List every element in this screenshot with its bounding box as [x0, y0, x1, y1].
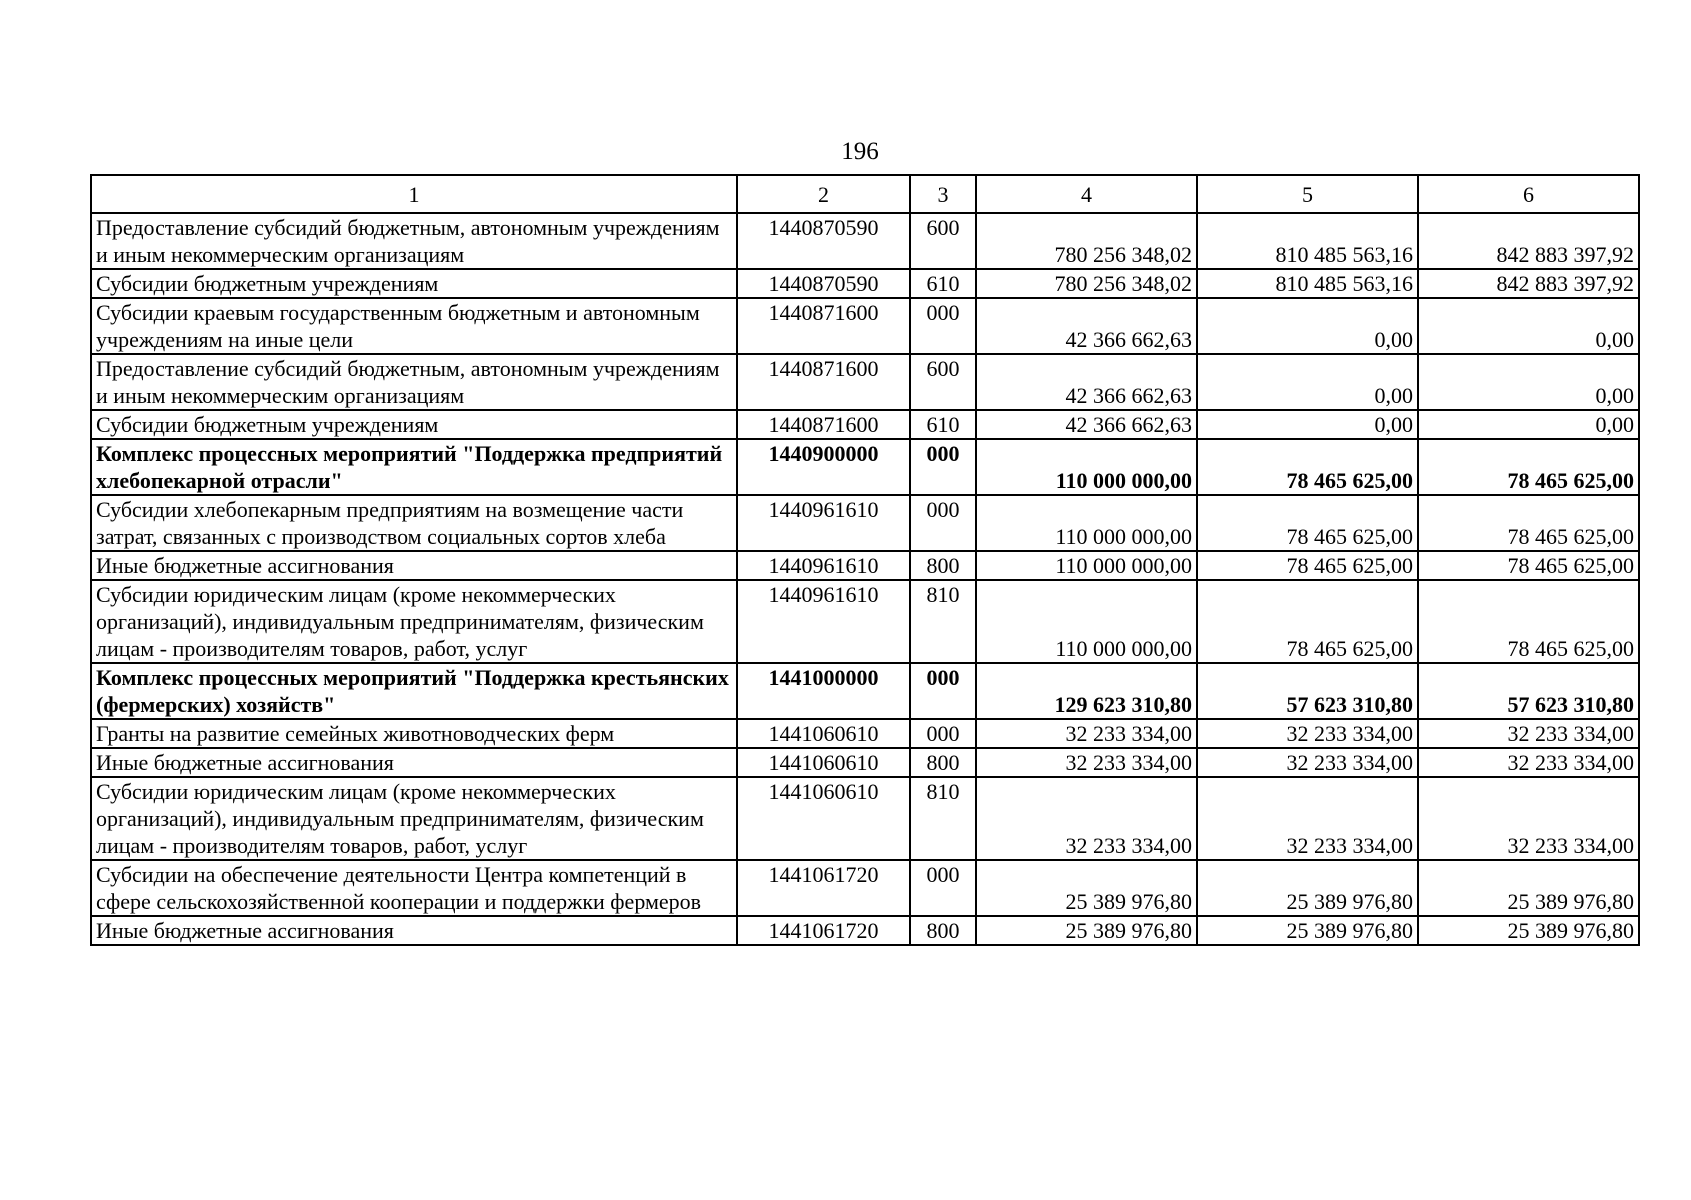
row-name-cell: Иные бюджетные ассигнования [91, 748, 737, 777]
row-amount-col4-cell: 42 366 662,63 [976, 410, 1197, 439]
row-code-cell: 1440871600 [737, 354, 910, 410]
row-name-cell: Субсидии на обеспечение деятельности Центра компетенций в сфере сельскохозяйственной кооперации и поддержки фермеров [91, 860, 737, 916]
column-header: 5 [1197, 175, 1418, 213]
row-amount-col6-cell: 0,00 [1418, 354, 1639, 410]
row-expense-type-cell: 600 [910, 354, 976, 410]
row-amount-col6-cell: 25 389 976,80 [1418, 916, 1639, 945]
table-row [91, 916, 1639, 945]
row-name-cell: Субсидии юридическим лицам (кроме некоммерческих организаций), индивидуальным предпринимателям, физическим лицам - производителям товаров, работ, услуг [91, 580, 737, 663]
row-amount-col4-cell: 110 000 000,00 [976, 580, 1197, 663]
row-code-cell: 1440900000 [737, 439, 910, 495]
row-amount-col5-cell: 0,00 [1197, 410, 1418, 439]
table-row [91, 860, 1639, 916]
row-code-cell: 1440871600 [737, 298, 910, 354]
row-amount-col6-cell: 842 883 397,92 [1418, 213, 1639, 269]
row-name-cell: Иные бюджетные ассигнования [91, 916, 737, 945]
row-amount-col4-cell: 32 233 334,00 [976, 748, 1197, 777]
row-name-cell: Предоставление субсидий бюджетным, автономным учреждениям и иным некоммерческим организациям [91, 213, 737, 269]
row-expense-type-cell: 810 [910, 777, 976, 860]
column-header: 4 [976, 175, 1197, 213]
row-expense-type-cell: 610 [910, 269, 976, 298]
table-row [91, 410, 1639, 439]
table-row [91, 269, 1639, 298]
row-amount-col6-cell: 78 465 625,00 [1418, 495, 1639, 551]
row-amount-col5-cell: 32 233 334,00 [1197, 748, 1418, 777]
row-amount-col4-cell: 32 233 334,00 [976, 777, 1197, 860]
row-name-cell: Комплекс процессных мероприятий "Поддержка крестьянских (фермерских) хозяйств" [91, 663, 737, 719]
row-code-cell: 1441060610 [737, 748, 910, 777]
row-code-cell: 1440961610 [737, 580, 910, 663]
column-header: 2 [737, 175, 910, 213]
row-amount-col6-cell: 0,00 [1418, 298, 1639, 354]
row-amount-col4-cell: 42 366 662,63 [976, 298, 1197, 354]
row-code-cell: 1441000000 [737, 663, 910, 719]
row-expense-type-cell: 610 [910, 410, 976, 439]
row-code-cell: 1441060610 [737, 719, 910, 748]
row-amount-col4-cell: 129 623 310,80 [976, 663, 1197, 719]
table-row [91, 439, 1639, 495]
row-name-cell: Субсидии хлебопекарным предприятиям на возмещение части затрат, связанных с производством социальных сортов хлеба [91, 495, 737, 551]
row-amount-col4-cell: 42 366 662,63 [976, 354, 1197, 410]
table-row [91, 719, 1639, 748]
row-name-cell: Иные бюджетные ассигнования [91, 551, 737, 580]
table-row [91, 777, 1639, 860]
row-amount-col4-cell: 32 233 334,00 [976, 719, 1197, 748]
budget-table [90, 174, 1640, 946]
row-amount-col5-cell: 78 465 625,00 [1197, 495, 1418, 551]
row-expense-type-cell: 000 [910, 719, 976, 748]
row-expense-type-cell: 600 [910, 213, 976, 269]
table-row [91, 551, 1639, 580]
row-amount-col6-cell: 32 233 334,00 [1418, 748, 1639, 777]
row-amount-col6-cell: 32 233 334,00 [1418, 777, 1639, 860]
table-row [91, 495, 1639, 551]
row-code-cell: 1441061720 [737, 860, 910, 916]
row-amount-col5-cell: 78 465 625,00 [1197, 439, 1418, 495]
row-amount-col5-cell: 810 485 563,16 [1197, 269, 1418, 298]
row-amount-col6-cell: 32 233 334,00 [1418, 719, 1639, 748]
row-code-cell: 1440870590 [737, 269, 910, 298]
row-amount-col6-cell: 78 465 625,00 [1418, 439, 1639, 495]
row-name-cell: Гранты на развитие семейных животноводческих ферм [91, 719, 737, 748]
page-number: 196 [841, 138, 879, 165]
row-code-cell: 1440961610 [737, 495, 910, 551]
row-amount-col6-cell: 25 389 976,80 [1418, 860, 1639, 916]
row-name-cell: Комплекс процессных мероприятий "Поддержка предприятий хлебопекарной отрасли" [91, 439, 737, 495]
row-code-cell: 1440871600 [737, 410, 910, 439]
row-amount-col4-cell: 110 000 000,00 [976, 439, 1197, 495]
row-expense-type-cell: 000 [910, 298, 976, 354]
row-expense-type-cell: 000 [910, 663, 976, 719]
table-row [91, 354, 1639, 410]
row-code-cell: 1441060610 [737, 777, 910, 860]
row-expense-type-cell: 800 [910, 551, 976, 580]
row-code-cell: 1440961610 [737, 551, 910, 580]
row-name-cell: Субсидии юридическим лицам (кроме некоммерческих организаций), индивидуальным предпринимателям, физическим лицам - производителям товаров, работ, услуг [91, 777, 737, 860]
row-amount-col4-cell: 780 256 348,02 [976, 269, 1197, 298]
row-amount-col5-cell: 810 485 563,16 [1197, 213, 1418, 269]
row-amount-col6-cell: 0,00 [1418, 410, 1639, 439]
row-amount-col4-cell: 780 256 348,02 [976, 213, 1197, 269]
table-row [91, 213, 1639, 269]
row-code-cell: 1440870590 [737, 213, 910, 269]
row-amount-col6-cell: 78 465 625,00 [1418, 551, 1639, 580]
row-amount-col6-cell: 78 465 625,00 [1418, 580, 1639, 663]
row-name-cell: Предоставление субсидий бюджетным, автономным учреждениям и иным некоммерческим организациям [91, 354, 737, 410]
row-amount-col6-cell: 57 623 310,80 [1418, 663, 1639, 719]
row-amount-col4-cell: 25 389 976,80 [976, 916, 1197, 945]
row-name-cell: Субсидии бюджетным учреждениям [91, 269, 737, 298]
column-header: 1 [91, 175, 737, 213]
row-amount-col5-cell: 25 389 976,80 [1197, 860, 1418, 916]
row-amount-col5-cell: 0,00 [1197, 298, 1418, 354]
row-amount-col5-cell: 0,00 [1197, 354, 1418, 410]
table-row [91, 298, 1639, 354]
row-expense-type-cell: 000 [910, 860, 976, 916]
row-expense-type-cell: 000 [910, 495, 976, 551]
row-amount-col4-cell: 110 000 000,00 [976, 551, 1197, 580]
row-expense-type-cell: 810 [910, 580, 976, 663]
row-amount-col5-cell: 32 233 334,00 [1197, 777, 1418, 860]
table-row [91, 663, 1639, 719]
row-amount-col5-cell: 57 623 310,80 [1197, 663, 1418, 719]
column-header: 6 [1418, 175, 1639, 213]
row-amount-col5-cell: 32 233 334,00 [1197, 719, 1418, 748]
table-row [91, 580, 1639, 663]
row-expense-type-cell: 000 [910, 439, 976, 495]
row-expense-type-cell: 800 [910, 916, 976, 945]
row-name-cell: Субсидии краевым государственным бюджетным и автономным учреждениям на иные цели [91, 298, 737, 354]
row-code-cell: 1441061720 [737, 916, 910, 945]
row-amount-col5-cell: 78 465 625,00 [1197, 580, 1418, 663]
row-amount-col4-cell: 110 000 000,00 [976, 495, 1197, 551]
row-name-cell: Субсидии бюджетным учреждениям [91, 410, 737, 439]
row-amount-col5-cell: 25 389 976,80 [1197, 916, 1418, 945]
header-row [91, 175, 1639, 213]
row-expense-type-cell: 800 [910, 748, 976, 777]
row-amount-col5-cell: 78 465 625,00 [1197, 551, 1418, 580]
row-amount-col6-cell: 842 883 397,92 [1418, 269, 1639, 298]
table-row [91, 748, 1639, 777]
column-header: 3 [910, 175, 976, 213]
row-amount-col4-cell: 25 389 976,80 [976, 860, 1197, 916]
